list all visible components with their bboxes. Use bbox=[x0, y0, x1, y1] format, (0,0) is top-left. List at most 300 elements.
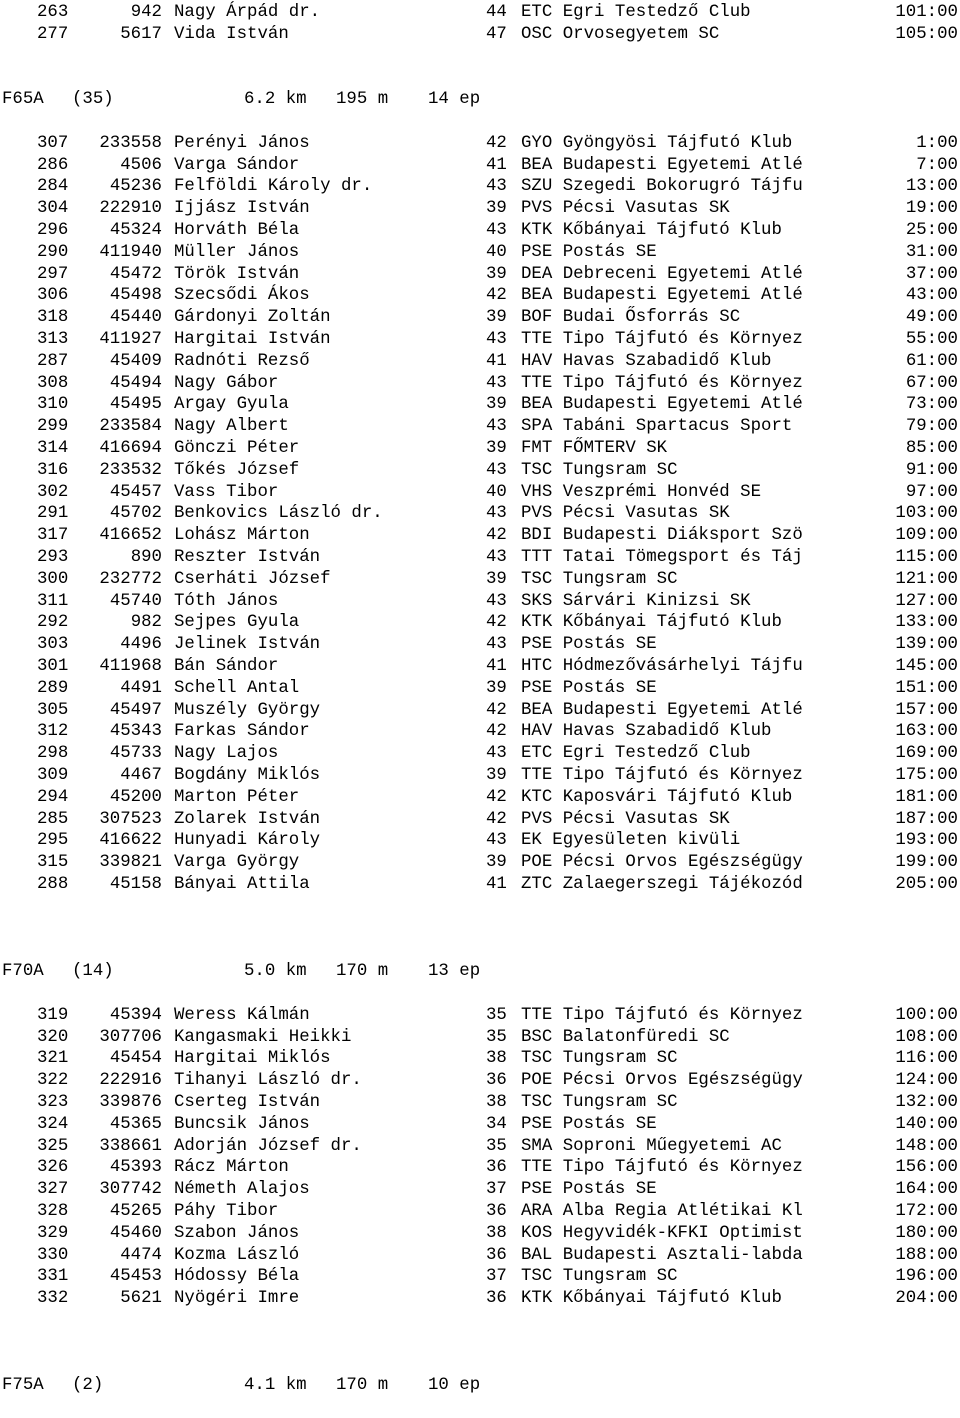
age-class: 39 bbox=[486, 264, 507, 284]
course-distance: 4.1 km bbox=[244, 1376, 307, 1396]
start-number: 295 bbox=[37, 831, 69, 851]
age-class: 43 bbox=[486, 831, 507, 851]
start-time: 157:00 bbox=[895, 700, 958, 720]
age-class: 39 bbox=[486, 569, 507, 589]
club-name: SMA Soproni Műegyetemi AC bbox=[521, 1136, 782, 1156]
table-row bbox=[0, 264, 960, 286]
age-class: 38 bbox=[486, 1223, 507, 1243]
age-class: 37 bbox=[486, 1180, 507, 1200]
competitor-id: 45324 bbox=[109, 221, 162, 240]
table-row bbox=[0, 285, 960, 307]
start-number: 307 bbox=[37, 133, 69, 153]
competitor-name: Muszély György bbox=[174, 700, 321, 720]
table-row bbox=[0, 634, 960, 656]
start-number: 308 bbox=[37, 373, 69, 393]
competitor-name: Szecsődi Ákos bbox=[174, 286, 310, 306]
start-time: 164:00 bbox=[895, 1180, 958, 1200]
start-time: 205:00 bbox=[895, 875, 958, 894]
competitor-id: 45702 bbox=[109, 504, 162, 524]
age-class: 39 bbox=[486, 199, 507, 219]
age-class: 36 bbox=[486, 1202, 507, 1221]
age-class: 43 bbox=[486, 548, 507, 567]
age-class: 43 bbox=[486, 460, 507, 480]
competitor-name: Buncsik János bbox=[174, 1114, 310, 1134]
competitor-id: 45494 bbox=[109, 373, 162, 393]
course-climb: 195 m bbox=[336, 90, 389, 110]
start-time: 101:00 bbox=[895, 3, 958, 22]
table-row bbox=[0, 678, 960, 700]
age-class: 41 bbox=[486, 875, 507, 894]
start-number: 288 bbox=[37, 875, 69, 894]
start-number: 300 bbox=[37, 569, 69, 589]
start-time: 163:00 bbox=[895, 722, 958, 742]
club-name: TTE Tipo Tájfutó és Környez bbox=[521, 766, 803, 785]
table-row bbox=[0, 220, 960, 242]
start-time: 188:00 bbox=[895, 1245, 958, 1265]
competitor-id: 416652 bbox=[99, 526, 162, 546]
start-number: 305 bbox=[37, 700, 69, 720]
club-name: KTK Kőbányai Tájfutó Klub bbox=[521, 221, 782, 240]
club-name: TSC Tungsram SC bbox=[521, 1049, 678, 1069]
table-row bbox=[0, 1136, 960, 1158]
club-name: TTE Tipo Tájfutó és Környez bbox=[521, 373, 803, 393]
club-name: VHS Veszprémi Honvéd SE bbox=[521, 482, 762, 502]
table-row bbox=[0, 1201, 960, 1223]
competitor-name: Páhy Tibor bbox=[174, 1202, 279, 1221]
competitor-name: Hargitai István bbox=[174, 330, 331, 349]
club-name: ZTC Zalaegerszegi Tájékozód bbox=[521, 875, 803, 894]
club-name: KTC Kaposvári Tájfutó Klub bbox=[521, 787, 793, 807]
competitor-id: 890 bbox=[130, 548, 162, 567]
competitor-id: 222916 bbox=[99, 1071, 162, 1091]
club-name: HAV Havas Szabadidő Klub bbox=[521, 722, 772, 742]
start-time: 97:00 bbox=[905, 482, 958, 502]
start-time: 193:00 bbox=[895, 831, 958, 851]
club-name: TTE Tipo Tájfutó és Környez bbox=[521, 1158, 803, 1178]
table-row bbox=[0, 329, 960, 351]
start-time: 156:00 bbox=[895, 1158, 958, 1178]
table-row bbox=[0, 1266, 960, 1288]
category-code: F65A bbox=[2, 90, 44, 110]
competitor-name: Adorján József dr. bbox=[174, 1136, 362, 1156]
start-time: 13:00 bbox=[905, 177, 958, 197]
club-name: PSE Postás SE bbox=[521, 242, 657, 262]
start-time: 145:00 bbox=[895, 657, 958, 676]
start-time: 43:00 bbox=[905, 286, 958, 306]
start-time: 115:00 bbox=[895, 548, 958, 567]
competitor-id: 45472 bbox=[109, 264, 162, 284]
competitor-id: 45453 bbox=[109, 1267, 162, 1287]
competitor-id: 45498 bbox=[109, 286, 162, 306]
club-name: SZU Szegedi Bokorugró Tájfu bbox=[521, 177, 803, 197]
table-row bbox=[0, 656, 960, 678]
table-row bbox=[0, 743, 960, 765]
start-number: 312 bbox=[37, 722, 69, 742]
competitor-id: 339876 bbox=[99, 1093, 162, 1112]
start-number: 309 bbox=[37, 766, 69, 785]
club-name: DEA Debreceni Egyetemi Atlé bbox=[521, 264, 803, 284]
club-name: PVS Pécsi Vasutas SK bbox=[521, 809, 730, 829]
start-number: 328 bbox=[37, 1202, 69, 1221]
age-class: 42 bbox=[486, 286, 507, 306]
age-class: 39 bbox=[486, 439, 507, 458]
competitor-id: 45393 bbox=[109, 1158, 162, 1178]
start-time: 85:00 bbox=[905, 439, 958, 458]
club-name: OSC Orvosegyetem SC bbox=[521, 24, 720, 44]
table-row bbox=[0, 416, 960, 438]
club-name: BEA Budapesti Egyetemi Atlé bbox=[521, 395, 803, 415]
competitor-name: Weress Kálmán bbox=[174, 1005, 310, 1025]
competitor-id: 411927 bbox=[99, 330, 162, 349]
start-number: 314 bbox=[37, 439, 69, 458]
age-class: 43 bbox=[486, 330, 507, 349]
table-row bbox=[0, 569, 960, 591]
table-row bbox=[0, 525, 960, 547]
start-number: 304 bbox=[37, 199, 69, 219]
start-number: 310 bbox=[37, 395, 69, 415]
competitor-id: 416622 bbox=[99, 831, 162, 851]
start-number: 311 bbox=[37, 591, 69, 611]
age-class: 35 bbox=[486, 1136, 507, 1156]
start-time: 91:00 bbox=[905, 460, 958, 480]
start-number: 299 bbox=[37, 417, 69, 437]
competitor-name: Rácz Márton bbox=[174, 1158, 289, 1178]
age-class: 35 bbox=[486, 1027, 507, 1047]
club-name: PSE Postás SE bbox=[521, 1114, 657, 1134]
start-number: 327 bbox=[37, 1180, 69, 1200]
category-header bbox=[0, 1375, 960, 1397]
club-name: PSE Postás SE bbox=[521, 635, 657, 655]
age-class: 42 bbox=[486, 613, 507, 633]
entrant-count: (2) bbox=[72, 1376, 104, 1396]
club-name: EK Egyesületen kivüli bbox=[521, 831, 741, 851]
competitor-id: 4496 bbox=[120, 635, 162, 655]
start-number: 322 bbox=[37, 1071, 69, 1091]
table-row bbox=[0, 1179, 960, 1201]
club-name: TSC Tungsram SC bbox=[521, 460, 678, 480]
age-class: 42 bbox=[486, 133, 507, 153]
start-number: 331 bbox=[37, 1267, 69, 1287]
start-time: 132:00 bbox=[895, 1093, 958, 1112]
start-number: 287 bbox=[37, 351, 69, 371]
table-row bbox=[0, 242, 960, 264]
competitor-name: Argay Gyula bbox=[174, 395, 289, 415]
table-row bbox=[0, 787, 960, 809]
competitor-id: 307742 bbox=[99, 1180, 162, 1200]
start-time: 100:00 bbox=[895, 1005, 958, 1025]
club-name: POE Pécsi Orvos Egészségügy bbox=[521, 1071, 803, 1091]
club-name: KTK Kőbányai Tájfutó Klub bbox=[521, 1289, 782, 1309]
club-name: GYO Gyöngyösi Tájfutó Klub bbox=[521, 133, 793, 153]
competitor-id: 45733 bbox=[109, 744, 162, 764]
start-number: 263 bbox=[37, 3, 69, 22]
competitor-id: 45740 bbox=[109, 591, 162, 611]
club-name: TSC Tungsram SC bbox=[521, 569, 678, 589]
table-row bbox=[0, 438, 960, 460]
competitor-id: 416694 bbox=[99, 439, 162, 458]
start-number: 317 bbox=[37, 526, 69, 546]
age-class: 39 bbox=[486, 853, 507, 873]
start-number: 302 bbox=[37, 482, 69, 502]
start-time: 140:00 bbox=[895, 1114, 958, 1134]
club-name: BEA Budapesti Egyetemi Atlé bbox=[521, 286, 803, 306]
competitor-name: Bogdány Miklós bbox=[174, 766, 321, 785]
start-number: 319 bbox=[37, 1005, 69, 1025]
age-class: 40 bbox=[486, 242, 507, 262]
table-row bbox=[0, 765, 960, 787]
competitor-id: 982 bbox=[130, 613, 162, 633]
competitor-name: Hunyadi Károly bbox=[174, 831, 321, 851]
table-row bbox=[0, 1048, 960, 1070]
club-name: PSE Postás SE bbox=[521, 678, 657, 698]
club-name: BEA Budapesti Egyetemi Atlé bbox=[521, 700, 803, 720]
start-number: 286 bbox=[37, 155, 69, 175]
competitor-id: 339821 bbox=[99, 853, 162, 873]
club-name: PVS Pécsi Vasutas SK bbox=[521, 504, 730, 524]
start-number: 316 bbox=[37, 460, 69, 480]
start-number: 315 bbox=[37, 853, 69, 873]
table-row bbox=[0, 460, 960, 482]
club-name: KTK Kőbányai Tájfutó Klub bbox=[521, 613, 782, 633]
competitor-name: Schell Antal bbox=[174, 678, 300, 698]
start-number: 326 bbox=[37, 1158, 69, 1178]
start-number: 330 bbox=[37, 1245, 69, 1265]
start-number: 306 bbox=[37, 286, 69, 306]
age-class: 36 bbox=[486, 1245, 507, 1265]
start-time: 61:00 bbox=[905, 351, 958, 371]
competitor-id: 5621 bbox=[120, 1289, 162, 1309]
club-name: TSC Tungsram SC bbox=[521, 1093, 678, 1112]
competitor-id: 45440 bbox=[109, 308, 162, 328]
competitor-name: Németh Alajos bbox=[174, 1180, 310, 1200]
start-number: 277 bbox=[37, 24, 69, 44]
competitor-name: Cserteg István bbox=[174, 1093, 321, 1112]
start-time: 103:00 bbox=[895, 504, 958, 524]
competitor-id: 45497 bbox=[109, 700, 162, 720]
start-time: 1:00 bbox=[916, 133, 958, 153]
club-name: BEA Budapesti Egyetemi Atlé bbox=[521, 155, 803, 175]
start-time: 109:00 bbox=[895, 526, 958, 546]
competitor-name: Nagy Lajos bbox=[174, 744, 279, 764]
age-class: 36 bbox=[486, 1289, 507, 1309]
start-time: 25:00 bbox=[905, 221, 958, 240]
start-number: 329 bbox=[37, 1223, 69, 1243]
table-row bbox=[0, 591, 960, 613]
competitor-id: 411940 bbox=[99, 242, 162, 262]
table-row bbox=[0, 1245, 960, 1267]
competitor-name: Felföldi Károly dr. bbox=[174, 177, 373, 197]
age-class: 43 bbox=[486, 373, 507, 393]
competitor-name: Cserháti József bbox=[174, 569, 331, 589]
start-number: 301 bbox=[37, 657, 69, 676]
competitor-id: 45265 bbox=[109, 1202, 162, 1221]
age-class: 42 bbox=[486, 722, 507, 742]
age-class: 42 bbox=[486, 700, 507, 720]
table-row bbox=[0, 198, 960, 220]
start-number: 298 bbox=[37, 744, 69, 764]
competitor-name: Nagy Gábor bbox=[174, 373, 279, 393]
start-number: 332 bbox=[37, 1289, 69, 1309]
start-number: 289 bbox=[37, 678, 69, 698]
club-name: HAV Havas Szabadidő Klub bbox=[521, 351, 772, 371]
age-class: 43 bbox=[486, 221, 507, 240]
age-class: 47 bbox=[486, 24, 507, 44]
table-row bbox=[0, 830, 960, 852]
competitor-name: Zolarek István bbox=[174, 809, 321, 829]
start-number: 292 bbox=[37, 613, 69, 633]
competitor-id: 233584 bbox=[99, 417, 162, 437]
club-name: BAL Budapesti Asztali-labda bbox=[521, 1245, 803, 1265]
table-row bbox=[0, 1070, 960, 1092]
start-time: 31:00 bbox=[905, 242, 958, 262]
competitor-name: Bán Sándor bbox=[174, 657, 279, 676]
competitor-id: 45365 bbox=[109, 1114, 162, 1134]
table-row bbox=[0, 482, 960, 504]
start-time: 187:00 bbox=[895, 809, 958, 829]
start-number: 324 bbox=[37, 1114, 69, 1134]
competitor-id: 4491 bbox=[120, 678, 162, 698]
competitor-name: Kangasmaki Heikki bbox=[174, 1027, 352, 1047]
age-class: 39 bbox=[486, 678, 507, 698]
competitor-id: 307523 bbox=[99, 809, 162, 829]
competitor-name: Nagy Albert bbox=[174, 417, 289, 437]
table-row bbox=[0, 1005, 960, 1027]
competitor-name: Varga Sándor bbox=[174, 155, 300, 175]
competitor-name: Gönczi Péter bbox=[174, 439, 300, 458]
competitor-id: 45460 bbox=[109, 1223, 162, 1243]
competitor-name: Lohász Márton bbox=[174, 526, 310, 546]
age-class: 43 bbox=[486, 417, 507, 437]
competitor-id: 942 bbox=[130, 3, 162, 22]
category-code: F75A bbox=[2, 1376, 44, 1396]
start-time: 181:00 bbox=[895, 787, 958, 807]
start-number: 290 bbox=[37, 242, 69, 262]
start-number: 325 bbox=[37, 1136, 69, 1156]
start-number: 323 bbox=[37, 1093, 69, 1112]
competitor-name: Tőkés József bbox=[174, 460, 300, 480]
start-time: 151:00 bbox=[895, 678, 958, 698]
competitor-id: 307706 bbox=[99, 1027, 162, 1047]
competitor-id: 233532 bbox=[99, 460, 162, 480]
table-row bbox=[0, 351, 960, 373]
competitor-id: 45236 bbox=[109, 177, 162, 197]
competitor-name: Varga György bbox=[174, 853, 300, 873]
competitor-name: Tihanyi László dr. bbox=[174, 1071, 362, 1091]
start-number: 284 bbox=[37, 177, 69, 197]
competitor-name: Hargitai Miklós bbox=[174, 1049, 331, 1069]
start-time: 116:00 bbox=[895, 1049, 958, 1069]
club-name: TSC Tungsram SC bbox=[521, 1267, 678, 1287]
club-name: BOF Budai Ősforrás SC bbox=[521, 308, 741, 328]
age-class: 38 bbox=[486, 1049, 507, 1069]
age-class: 42 bbox=[486, 526, 507, 546]
start-time: 55:00 bbox=[905, 330, 958, 349]
competitor-id: 45200 bbox=[109, 787, 162, 807]
age-class: 40 bbox=[486, 482, 507, 502]
competitor-name: Ijjász István bbox=[174, 199, 310, 219]
competitor-name: Vida István bbox=[174, 24, 289, 44]
start-time: 148:00 bbox=[895, 1136, 958, 1156]
start-time: 204:00 bbox=[895, 1289, 958, 1309]
competitor-id: 45158 bbox=[109, 875, 162, 894]
table-row bbox=[0, 852, 960, 874]
competitor-name: Horváth Béla bbox=[174, 221, 300, 240]
table-row bbox=[0, 1092, 960, 1114]
club-name: BDI Budapesti Diáksport Szö bbox=[521, 526, 803, 546]
competitor-name: Benkovics László dr. bbox=[174, 504, 383, 524]
table-row bbox=[0, 1114, 960, 1136]
table-row bbox=[0, 1288, 960, 1310]
start-number: 321 bbox=[37, 1049, 69, 1069]
competitor-name: Farkas Sándor bbox=[174, 722, 310, 742]
course-climb: 170 m bbox=[336, 962, 389, 982]
competitor-name: Reszter István bbox=[174, 548, 321, 567]
course-distance: 6.2 km bbox=[244, 90, 307, 110]
table-row bbox=[0, 1027, 960, 1049]
club-name: KOS Hegyvidék-KFKI Optimist bbox=[521, 1223, 803, 1243]
table-row bbox=[0, 373, 960, 395]
table-row bbox=[0, 809, 960, 831]
age-class: 41 bbox=[486, 657, 507, 676]
start-time: 67:00 bbox=[905, 373, 958, 393]
control-count: 10 ep bbox=[428, 1376, 481, 1396]
age-class: 37 bbox=[486, 1267, 507, 1287]
control-count: 13 ep bbox=[428, 962, 481, 982]
club-name: TTT Tatai Tömegsport és Táj bbox=[521, 548, 803, 567]
table-row bbox=[0, 307, 960, 329]
competitor-id: 45409 bbox=[109, 351, 162, 371]
start-time: 79:00 bbox=[905, 417, 958, 437]
age-class: 44 bbox=[486, 3, 507, 22]
table-row bbox=[0, 2, 960, 24]
competitor-id: 45394 bbox=[109, 1005, 162, 1025]
club-name: TTE Tipo Tájfutó és Környez bbox=[521, 330, 803, 349]
club-name: PVS Pécsi Vasutas SK bbox=[521, 199, 730, 219]
start-time: 105:00 bbox=[895, 24, 958, 44]
competitor-id: 233558 bbox=[99, 133, 162, 153]
club-name: SKS Sárvári Kinizsi SK bbox=[521, 591, 751, 611]
start-time: 139:00 bbox=[895, 635, 958, 655]
competitor-id: 4474 bbox=[120, 1245, 162, 1265]
table-row bbox=[0, 24, 960, 46]
start-time: 175:00 bbox=[895, 766, 958, 785]
table-row bbox=[0, 503, 960, 525]
competitor-id: 4467 bbox=[120, 766, 162, 785]
age-class: 42 bbox=[486, 787, 507, 807]
course-climb: 170 m bbox=[336, 1376, 389, 1396]
course-distance: 5.0 km bbox=[244, 962, 307, 982]
competitor-name: Vass Tibor bbox=[174, 482, 279, 502]
start-time: 169:00 bbox=[895, 744, 958, 764]
competitor-name: Jelinek István bbox=[174, 635, 321, 655]
club-name: ETC Egri Testedző Club bbox=[521, 3, 751, 22]
competitor-id: 5617 bbox=[120, 24, 162, 44]
age-class: 39 bbox=[486, 308, 507, 328]
age-class: 36 bbox=[486, 1071, 507, 1091]
start-time: 180:00 bbox=[895, 1223, 958, 1243]
start-time: 124:00 bbox=[895, 1071, 958, 1091]
start-time: 133:00 bbox=[895, 613, 958, 633]
age-class: 39 bbox=[486, 395, 507, 415]
category-header bbox=[0, 961, 960, 983]
competitor-id: 45495 bbox=[109, 395, 162, 415]
start-time: 37:00 bbox=[905, 264, 958, 284]
competitor-id: 222910 bbox=[99, 199, 162, 219]
club-name: ARA Alba Regia Atlétikai Kl bbox=[521, 1202, 803, 1221]
entrant-count: (14) bbox=[72, 962, 114, 982]
competitor-name: Sejpes Gyula bbox=[174, 613, 300, 633]
start-number: 296 bbox=[37, 221, 69, 240]
